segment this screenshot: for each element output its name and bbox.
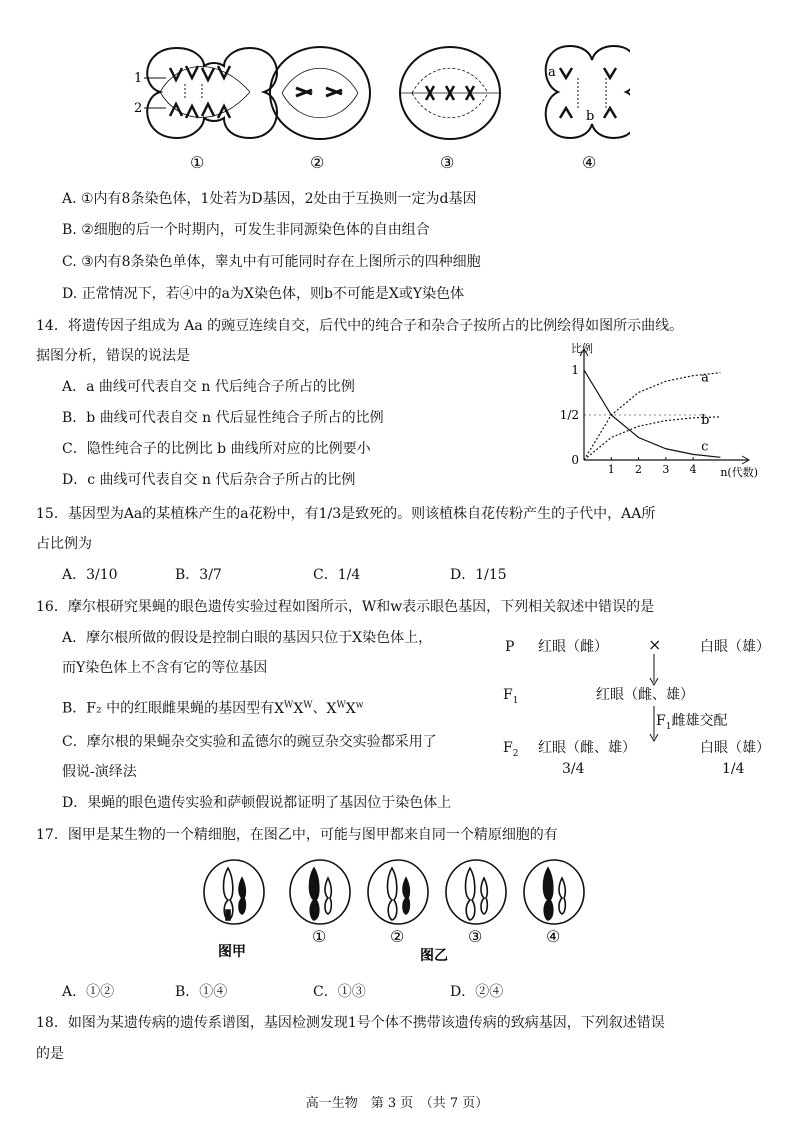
y-axis-label: 比例 (571, 342, 593, 355)
q15-stem-line1: 15．基因型为Aa的某植株产生的a花粉中，有1/3是致死的。则该植株自花传粉产生的子代中，AA所 (36, 506, 656, 522)
q15-option-a: A．3/10 (62, 567, 118, 583)
q16-option-c-line1: C．摩尔根的果蝇杂交实验和孟德尔的豌豆杂交实验都采用了 (62, 734, 437, 750)
svg-text:2: 2 (134, 101, 143, 116)
q16-option-c-line2: 假说-演绎法 (62, 764, 137, 780)
cross-p-female: 红眼（雌） (538, 639, 608, 655)
q14-option-c: C．隐性纯合子的比例比 b 曲线所对应的比例要小 (62, 441, 371, 457)
cell-1 (147, 48, 277, 138)
genotype-xw-2: $X^WX^w$ (326, 700, 364, 717)
q14-option-d: D．c 曲线可代表自交 n 代后杂合子所占的比例 (62, 472, 356, 488)
q14-stem-line1: 14．将遗传因子组成为 Aa 的豌豆连续自交，后代中的纯合子和杂合子按所占的比例绘得如图所示曲线。 (36, 318, 684, 334)
q17-stem: 17．图甲是某生物的一个精细胞，在图乙中，可能与图甲都来自同一个精原细胞的有 (36, 827, 558, 843)
q16-stem: 16．摩尔根研究果蝇的眼色遗传实验过程如图所示，W和w表示眼色基因，下列相关叙述中错误的是 (36, 599, 655, 615)
cross-times: × (648, 635, 662, 654)
series-label-a: a (701, 370, 709, 386)
x-tick-label: 2 (635, 463, 643, 476)
cross-arrows (640, 652, 670, 742)
q14-option-b: B．b 曲线可代表自交 n 代后显性纯合子所占的比例 (62, 410, 384, 426)
svg-text:④: ④ (582, 153, 597, 172)
q16-option-b-text: B．F₂ 中的红眼雌果蝇的基因型有 (62, 700, 275, 717)
q18-stem-line2: 的是 (36, 1046, 64, 1062)
cross-p-male: 白眼（雄） (700, 639, 770, 655)
q16-option-d: D．果蝇的眼色遗传实验和萨顿假说都证明了基因位于染色体上 (62, 795, 452, 811)
svg-text:②: ② (310, 153, 325, 172)
genotype-xw-1: $X^WX^W$ (274, 700, 313, 717)
q13-option-c: C. ③内有8条染色单体，睾丸中有可能同时存在上图所示的四种细胞 (62, 254, 481, 270)
cell-4 (524, 860, 584, 924)
cell-4 (546, 46, 630, 138)
series-label-c: c (701, 439, 709, 455)
chart-axes (580, 349, 749, 464)
cell-2 (270, 47, 370, 139)
cross-ratio-left: 3/4 (562, 761, 585, 777)
q13-option-b: B. ②细胞的后一个时期内，可发生非同源染色体的自由组合 (62, 222, 430, 238)
svg-text:②: ② (390, 927, 405, 946)
cross-f1-phenotype: 红眼（雌、雄） (596, 687, 694, 703)
q17-option-a: A．①② (62, 984, 115, 1000)
page-footer: 高一生物 第 3 页 （共 7 页） (305, 1096, 489, 1111)
q17-option-d: D．②④ (450, 984, 504, 1000)
cell-jia (204, 860, 264, 924)
cell-3 (446, 860, 506, 924)
cross-f1: $F_1$ (503, 687, 519, 706)
q17-option-b: B．①④ (175, 984, 228, 1000)
y-tick-label: 0 (571, 453, 579, 467)
svg-text:1: 1 (134, 71, 143, 86)
svg-text:b: b (586, 109, 595, 124)
cross-ratio-right: 1/4 (722, 761, 745, 777)
cross-mating: $F_1$雌雄交配 (656, 713, 728, 732)
meiosis-cells-figure (130, 38, 630, 178)
q17-figure-labels (218, 927, 560, 964)
series-line-c (584, 370, 720, 457)
svg-text:a: a (548, 65, 556, 80)
q14-option-a: A．a 曲线可代表自交 n 代后纯合子所占的比例 (62, 379, 355, 395)
cell-3 (400, 47, 500, 139)
cross-f2-left: 红眼（雌、雄） (538, 740, 636, 756)
y-tick-label: 1/2 (559, 408, 579, 422)
cross-f2: $F_2$ (503, 740, 519, 759)
x-tick-label: 3 (662, 463, 670, 476)
q16-option-b: B．F₂ 中的红眼雌果蝇的基因型有$X^WX^W$、$X^WX^w$ (62, 700, 364, 717)
series-line-b (584, 417, 720, 460)
q15-option-b: B．3/7 (175, 567, 222, 583)
cross-f2-right: 白眼（雄） (700, 740, 770, 756)
svg-text:图乙: 图乙 (420, 948, 448, 964)
q14-stem-line2: 据图分析，错误的说法是 (36, 348, 190, 364)
series-label-b: b (701, 412, 710, 428)
svg-text:③: ③ (440, 153, 455, 172)
cell-2 (368, 860, 428, 924)
q17-cells-figure (200, 856, 600, 966)
chart-text (560, 341, 758, 479)
x-tick-label: 1 (607, 463, 615, 476)
q13-option-a: A. ①内有8条染色体，1处若为D基因，2处由于互换则一定为d基因 (62, 191, 477, 207)
y-tick-label: 1 (571, 363, 579, 377)
cell-labels (190, 153, 596, 172)
cross-p: P (505, 639, 515, 655)
x-tick-label: 4 (689, 463, 697, 476)
svg-text:③: ③ (468, 927, 483, 946)
q16-option-a-line2: 而Y染色体上不含有它的等位基因 (62, 660, 268, 676)
svg-text:图甲: 图甲 (218, 944, 246, 960)
svg-text:①: ① (312, 927, 327, 946)
q13-option-d: D. 正常情况下，若④中的a为X染色体，则b不可能是X或Y染色体 (62, 286, 465, 302)
svg-text:①: ① (190, 153, 205, 172)
q15-stem-line2: 占比例为 (36, 536, 92, 552)
q15-option-c: C．1/4 (313, 567, 361, 583)
q17-option-c: C．①③ (313, 984, 366, 1000)
q15-option-d: D．1/15 (450, 567, 507, 583)
selfing-ratio-chart (548, 338, 758, 488)
q18-stem-line1: 18．如图为某遗传病的遗传系谱图，基因检测发现1号个体不携带该遗传病的致病基因，下列叙述错误 (36, 1015, 665, 1031)
cell-1 (290, 860, 350, 924)
x-axis-label: n(代数) (720, 466, 758, 479)
svg-text:④: ④ (546, 927, 561, 946)
q16-option-a-line1: A．摩尔根所做的假设是控制白眼的基因只位于X染色体上， (62, 630, 433, 646)
series-line-a (584, 370, 720, 460)
